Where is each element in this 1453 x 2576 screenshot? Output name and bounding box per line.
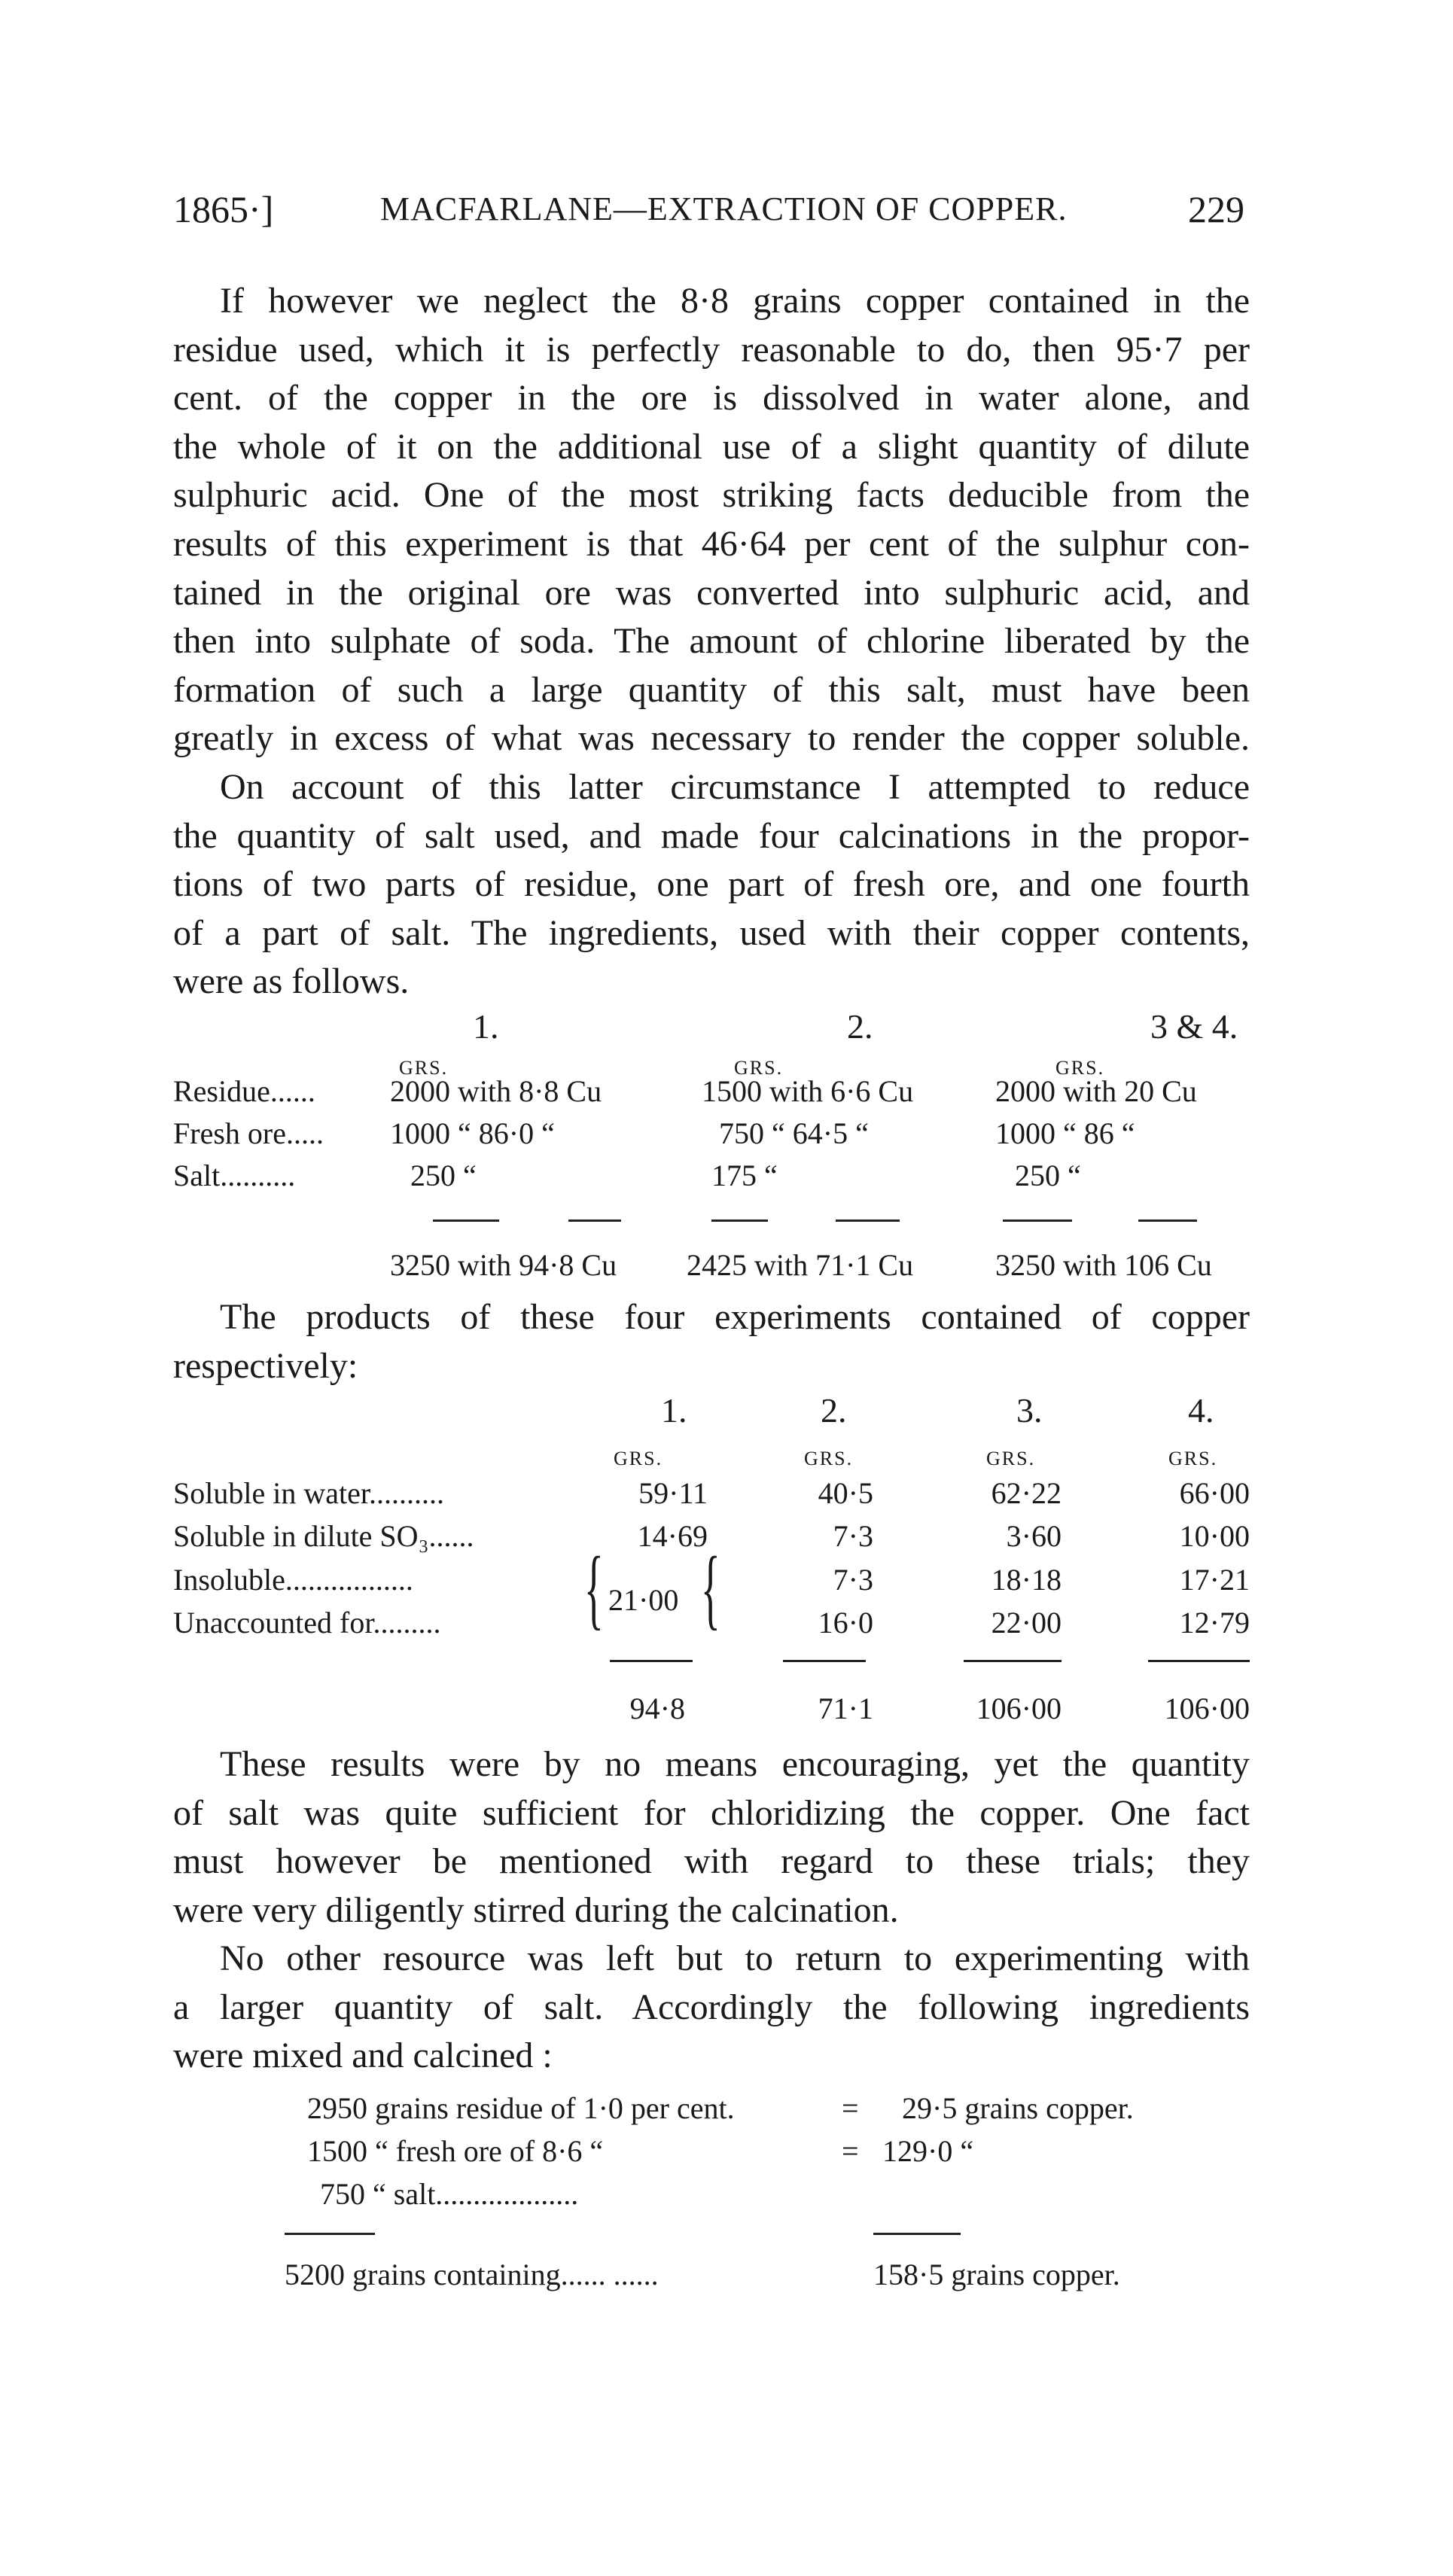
text-line: If however we neglect the 8·8 grains copper contained in the (220, 281, 1250, 321)
table-cell: 12·79 (1179, 1606, 1250, 1640)
text-line: were very diligently stirred during the calcination. (173, 1889, 899, 1930)
total-cell: 94·8 (629, 1691, 685, 1725)
col-header: 1. (473, 1007, 499, 1046)
unit-label: GRS. (614, 1448, 663, 1469)
text-line: These results were by no means encouraging, yet the quantity (220, 1744, 1250, 1784)
mixture-line: 2950 grains residue of 1·0 per cent. (307, 2091, 735, 2125)
col-header: 3. (1016, 1391, 1043, 1430)
table-cell: 1000 “ 86 “ (995, 1116, 1135, 1150)
col-header: 3 & 4. (1150, 1007, 1238, 1046)
total-cell: 3250 with 94·8 Cu (390, 1248, 617, 1282)
unit-label: GRS. (399, 1057, 449, 1079)
mixture-value: 29·5 grains copper. (902, 2091, 1134, 2125)
text-line: tained in the original ore was converted into sulphuric acid, and (173, 572, 1250, 613)
text-line: then into sulphate of soda. The amount of chlorine liberated by the (173, 621, 1250, 662)
table-cell: 16·0 (818, 1606, 873, 1640)
sum-rule (610, 1660, 693, 1662)
text-line: the quantity of salt used, and made four calcinations in the propor- (173, 815, 1250, 856)
sum-rule (433, 1219, 499, 1222)
total-cell: 106·00 (1164, 1691, 1250, 1725)
sum-rule (1148, 1660, 1250, 1662)
table-cell: 1000 “ 86·0 “ (390, 1116, 555, 1150)
text-line: the whole of it on the additional use of a slight quantity of dilute (173, 426, 1250, 467)
text-line: No other resource was left but to return to experimenting with (220, 1938, 1250, 1978)
table-cell: 17·21 (1179, 1563, 1250, 1597)
text-line: of a part of salt. The ingredients, used with their copper contents, (173, 912, 1250, 953)
sum-rule (711, 1219, 768, 1222)
text-line: were mixed and calcined : (173, 2036, 553, 2076)
sum-rule (568, 1219, 621, 1222)
table-cell: 59·11 (638, 1476, 708, 1510)
table-cell: 750 “ 64·5 “ (719, 1116, 869, 1150)
paragraph-5 (173, 1935, 1250, 2081)
right-brace: { (700, 1538, 720, 1638)
table-cell: 7·3 (833, 1563, 873, 1597)
table-row-label: Insoluble................. (173, 1563, 413, 1597)
unit-label: GRS. (734, 1057, 784, 1079)
text-line: a larger quantity of salt. Accordingly the following ingredients (173, 1987, 1250, 2027)
merged-cell: 21·00 (608, 1583, 679, 1617)
table-cell: 14·69 (637, 1519, 708, 1553)
paragraph-3 (173, 1293, 1250, 1390)
left-brace: { (583, 1538, 604, 1638)
sum-rule (1003, 1219, 1072, 1222)
table-cell: 22·00 (991, 1606, 1062, 1640)
text-line: of salt was quite sufficient for chloridizing the copper. One fact (173, 1792, 1250, 1833)
header-year: 1865·] (173, 188, 274, 230)
text-line: The products of these four experiments contained of copper (220, 1297, 1250, 1337)
total-cell: 2425 with 71·1 Cu (687, 1248, 914, 1282)
table-cell: 10·00 (1179, 1519, 1250, 1553)
table-cell: 18·18 (991, 1563, 1062, 1597)
table-row-label: Soluble in water.......... (173, 1476, 444, 1510)
col-header: 2. (821, 1391, 847, 1430)
sum-rule (873, 2233, 961, 2235)
col-header: 4. (1188, 1391, 1214, 1430)
table-cell: 62·22 (991, 1476, 1062, 1510)
unit-label: GRS. (986, 1448, 1036, 1469)
table-cell: 250 “ (410, 1159, 477, 1192)
sum-rule (783, 1660, 866, 1662)
mixture-total: 5200 grains containing...... ...... (285, 2258, 659, 2291)
running-title: MACFARLANE—EXTRACTION OF COPPER. (380, 190, 1068, 227)
table-cell: 7·3 (833, 1519, 873, 1553)
text-line: sulphuric acid. One of the most striking facts deducible from the (173, 475, 1250, 516)
text-line: greatly in excess of what was necessary to render the copper soluble. (173, 718, 1250, 759)
table-row-label: Residue...... (173, 1074, 315, 1108)
text-line: formation of such a large quantity of this salt, must have been (173, 669, 1250, 710)
paragraph-4 (173, 1740, 1250, 1935)
col-header: 1. (661, 1391, 687, 1430)
col-header: 2. (847, 1007, 873, 1046)
text-line: residue used, which it is perfectly reasonable to do, then 95·7 per (173, 329, 1250, 370)
text-line: respectively: (173, 1345, 358, 1386)
table-cell: 1500 with 6·6 Cu (702, 1074, 914, 1108)
total-cell: 3250 with 106 Cu (995, 1248, 1212, 1282)
total-cell: 106·00 (976, 1691, 1062, 1725)
table-row-label: Unaccounted for......... (173, 1606, 441, 1640)
text-line: On account of this latter circumstance I attempted to reduce (220, 767, 1250, 807)
sum-rule (964, 1660, 1062, 1662)
table-cell: 2000 with 8·8 Cu (390, 1074, 602, 1108)
mixture-line: 750 “ salt................... (320, 2177, 579, 2211)
unit-label: GRS. (804, 1448, 854, 1469)
sum-rule (285, 2233, 375, 2235)
table-row-label: Fresh ore..... (173, 1116, 324, 1150)
unit-label: GRS. (1168, 1448, 1218, 1469)
text-line: tions of two parts of residue, one part of fresh ore, and one fourth (173, 864, 1250, 905)
equals-sign: = (842, 2134, 859, 2168)
text-line: must however be mentioned with regard to these trials; they (173, 1841, 1250, 1882)
mixture-value: 129·0 “ (882, 2134, 974, 2168)
page-number: 229 (1188, 188, 1244, 230)
table-row-label: Soluble in dilute SO₃...... (173, 1519, 474, 1553)
total-cell: 71·1 (818, 1691, 873, 1725)
table-cell: 3·60 (1006, 1519, 1062, 1553)
table-cell: 2000 with 20 Cu (995, 1074, 1197, 1108)
table-cell: 250 “ (1015, 1159, 1081, 1192)
sum-rule (1138, 1219, 1197, 1222)
unit-label: GRS. (1055, 1057, 1105, 1079)
paragraph-2 (173, 763, 1250, 1006)
table-cell: 66·00 (1179, 1476, 1250, 1510)
mixture-line: 1500 “ fresh ore of 8·6 “ (307, 2134, 604, 2168)
text-line: cent. of the copper in the ore is dissolved in water alone, and (173, 378, 1250, 419)
paragraph-1 (173, 277, 1250, 763)
sum-rule (836, 1219, 900, 1222)
table-cell: 175 “ (711, 1159, 778, 1192)
text-line: results of this experiment is that 46·64 per cent of the sulphur con- (173, 523, 1250, 564)
table-row-label: Salt.......... (173, 1159, 296, 1192)
equals-sign: = (842, 2091, 859, 2125)
table-cell: 40·5 (818, 1476, 873, 1510)
text-line: were as follows. (173, 961, 410, 1002)
mixture-total-value: 158·5 grains copper. (873, 2258, 1120, 2291)
